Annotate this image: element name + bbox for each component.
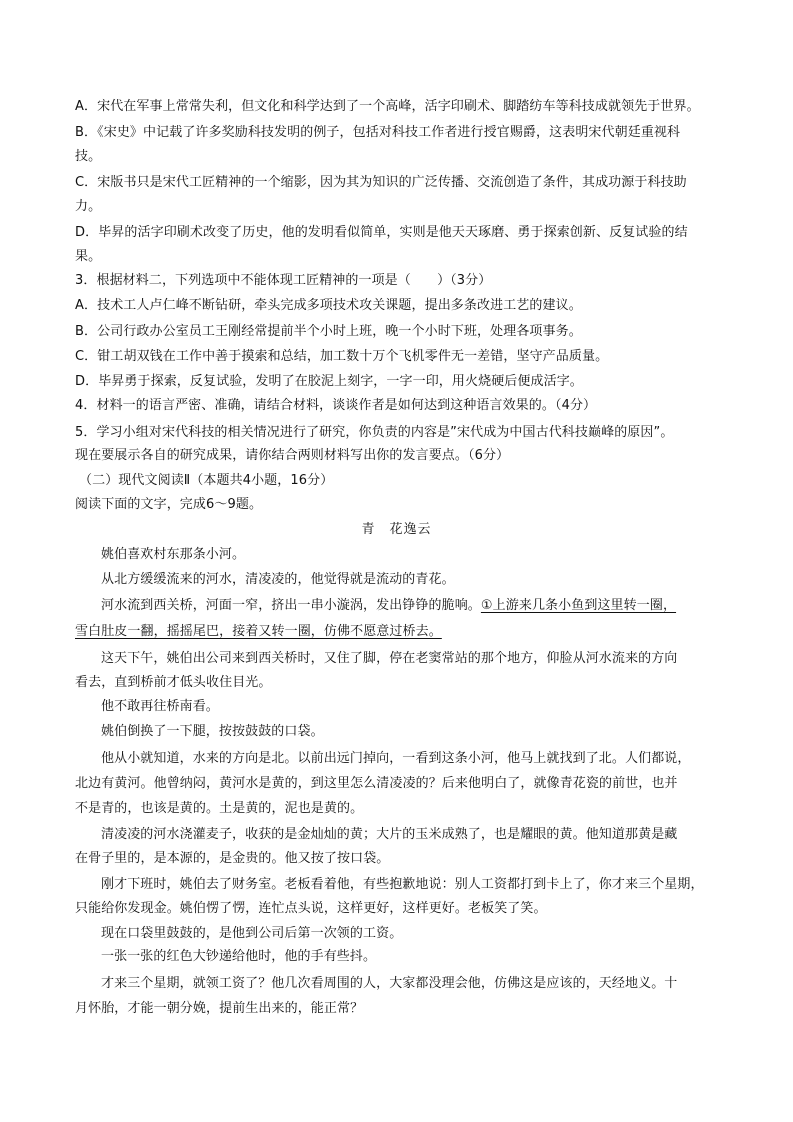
paragraph-line: 不是青的，也该是黄的。土是黄的，泥也是黄的。 — [75, 801, 364, 816]
paragraph-line: 他从小就知道，水来的方向是北。以前出远门掉向，一看到这条小河，他马上就找到了北。人们都说， — [101, 751, 691, 766]
paragraph-line: 从北方缓缓流来的河水，清凌凌的，他觉得就是流动的青花。 — [101, 572, 455, 587]
paragraph-line: 在骨子里的，是本源的，是金贵的。他又按了按口袋。 — [75, 851, 390, 866]
paragraph-line: 清凌凌的河水浇灌麦子，收获的是金灿灿的黄；大片的玉米成熟了，也是耀眼的黄。他知道那黄是藏 — [101, 827, 678, 842]
paragraph-line: 才来三个星期，就领工资了？他几次看周围的人，大家都没理会他，仿佛这是应该的，天经地义。十 — [101, 976, 678, 991]
q2-option-c-cont: 力。 — [75, 199, 102, 214]
paragraph-line: 现在口袋里鼓鼓的，是他到公司后第一次领的工资。 — [101, 926, 403, 941]
paragraph-line — [101, 597, 676, 615]
q2-option-b: B．《宋史》中记载了许多奖励科技发明的例子，包括对科技工作者进行授官赐爵，这表明宋代朝廷重视科 — [75, 125, 681, 140]
q3-option-d: D．毕昇勇于探索，反复试验，发明了在胶泥上刻字，一字一印，用火烧硬后便成活字。 — [75, 374, 583, 389]
q2-option-d-cont: 果。 — [75, 249, 102, 264]
paragraph-line: 北边有黄河。他曾纳闷，黄河水是黄的，到这里怎么清凌凌的？后来他明白了，就像青花瓷的前世，也并 — [75, 776, 678, 791]
q2-option-d: D．毕昇的活字印刷术改变了历史，他的发明看似简单，实则是他天天琢磨、勇于探索创新、反复试验的结 — [75, 225, 688, 240]
q2-option-c: C．宋版书只是宋代工匠精神的一个缩影，因为其为知识的广泛传播、交流创造了条件，其成功源于科技助 — [75, 175, 687, 190]
q5-stem-cont: 现在要展示各自的研究成果，请你结合两则材料写出你的发言要点。（6分） — [75, 448, 510, 463]
q2-option-b-cont: 技。 — [75, 149, 102, 164]
paragraph-line: 一张一张的红色大钞递给他时，他的手有些抖。 — [101, 949, 377, 964]
q5-stem: 5．学习小组对宋代科技的相关情况进行了研究，你负责的内容是”宋代成为中国古代科技巅峰的原因”。 — [75, 425, 674, 440]
paragraph-line — [75, 623, 442, 641]
q4-stem: 4．材料一的语言严密、准确，请结合材料，谈谈作者是如何达到这种语言效果的。（4分） — [75, 398, 597, 413]
q3-stem: 3．根据材料二，下列选项中不能体现工匠精神的一项是（ ）（3分） — [75, 273, 492, 288]
paragraph-line: 他不敢再往桥南看。 — [101, 699, 219, 714]
reading-instruction: 阅读下面的文字，完成6～9题。 — [75, 497, 263, 512]
q3-option-a: A．技术工人卢仁峰不断钻研，牵头完成多项技术攻关课题，提出多条改进工艺的建议。 — [75, 298, 582, 313]
paragraph-line: 刚才下班时，姚伯去了财务室。老板看着他，有些抱歉地说：别人工资都打到卡上了，你才来三个星期， — [101, 877, 704, 892]
story-author: 逸云 — [403, 522, 432, 537]
story-title-line — [0, 521, 793, 539]
section-heading: （二）现代文阅读Ⅱ（本题共4小题，16分） — [79, 473, 334, 488]
paragraph-line: 姚伯倒换了一下腿，按按鼓鼓的口袋。 — [101, 724, 324, 739]
story-title: 青 花 — [361, 522, 404, 537]
paragraph-line: 这天下午，姚伯出公司来到西关桥时，又住了脚，停在老窦常站的那个地方，仰脸从河水流来的方向 — [101, 651, 678, 666]
paragraph-line: 姚伯喜欢村东那条小河。 — [101, 547, 246, 562]
paragraph-line: 只能给你发现金。姚伯愣了愣，连忙点头说，这样更好，这样更好。老板笑了笑。 — [75, 901, 547, 916]
paragraph-line: 月怀胎，才能一朝分娩，提前生出来的，能正常？ — [75, 1001, 364, 1016]
q2-option-a: A．宋代在军事上常常失利，但文化和科学达到了一个高峰，活字印刷术、脚踏纺车等科技成就领先于世界。 — [75, 99, 700, 114]
paragraph-line: 看去，直到桥前才低头收住目光。 — [75, 675, 272, 690]
underlined-sentence-1: ①上游来几条小鱼到这里转一圈， — [480, 598, 677, 613]
paragraph-text: 河水流到西关桥，河面一窄，挤出一串小漩涡，发出铮铮的脆响。 — [101, 598, 481, 613]
q3-option-c: C．钳工胡双钱在工作中善于摸索和总结，加工数十万个飞机零件无一差错，坚守产品质量。 — [75, 349, 609, 364]
underlined-sentence-1-cont: 雪白肚皮一翻，摇摇尾巴，接着又转一圈，仿佛不愿意过桥去。 — [75, 624, 442, 639]
q3-option-b: B．公司行政办公室员工王刚经常提前半个小时上班，晚一个小时下班，处理各项事务。 — [75, 324, 582, 339]
